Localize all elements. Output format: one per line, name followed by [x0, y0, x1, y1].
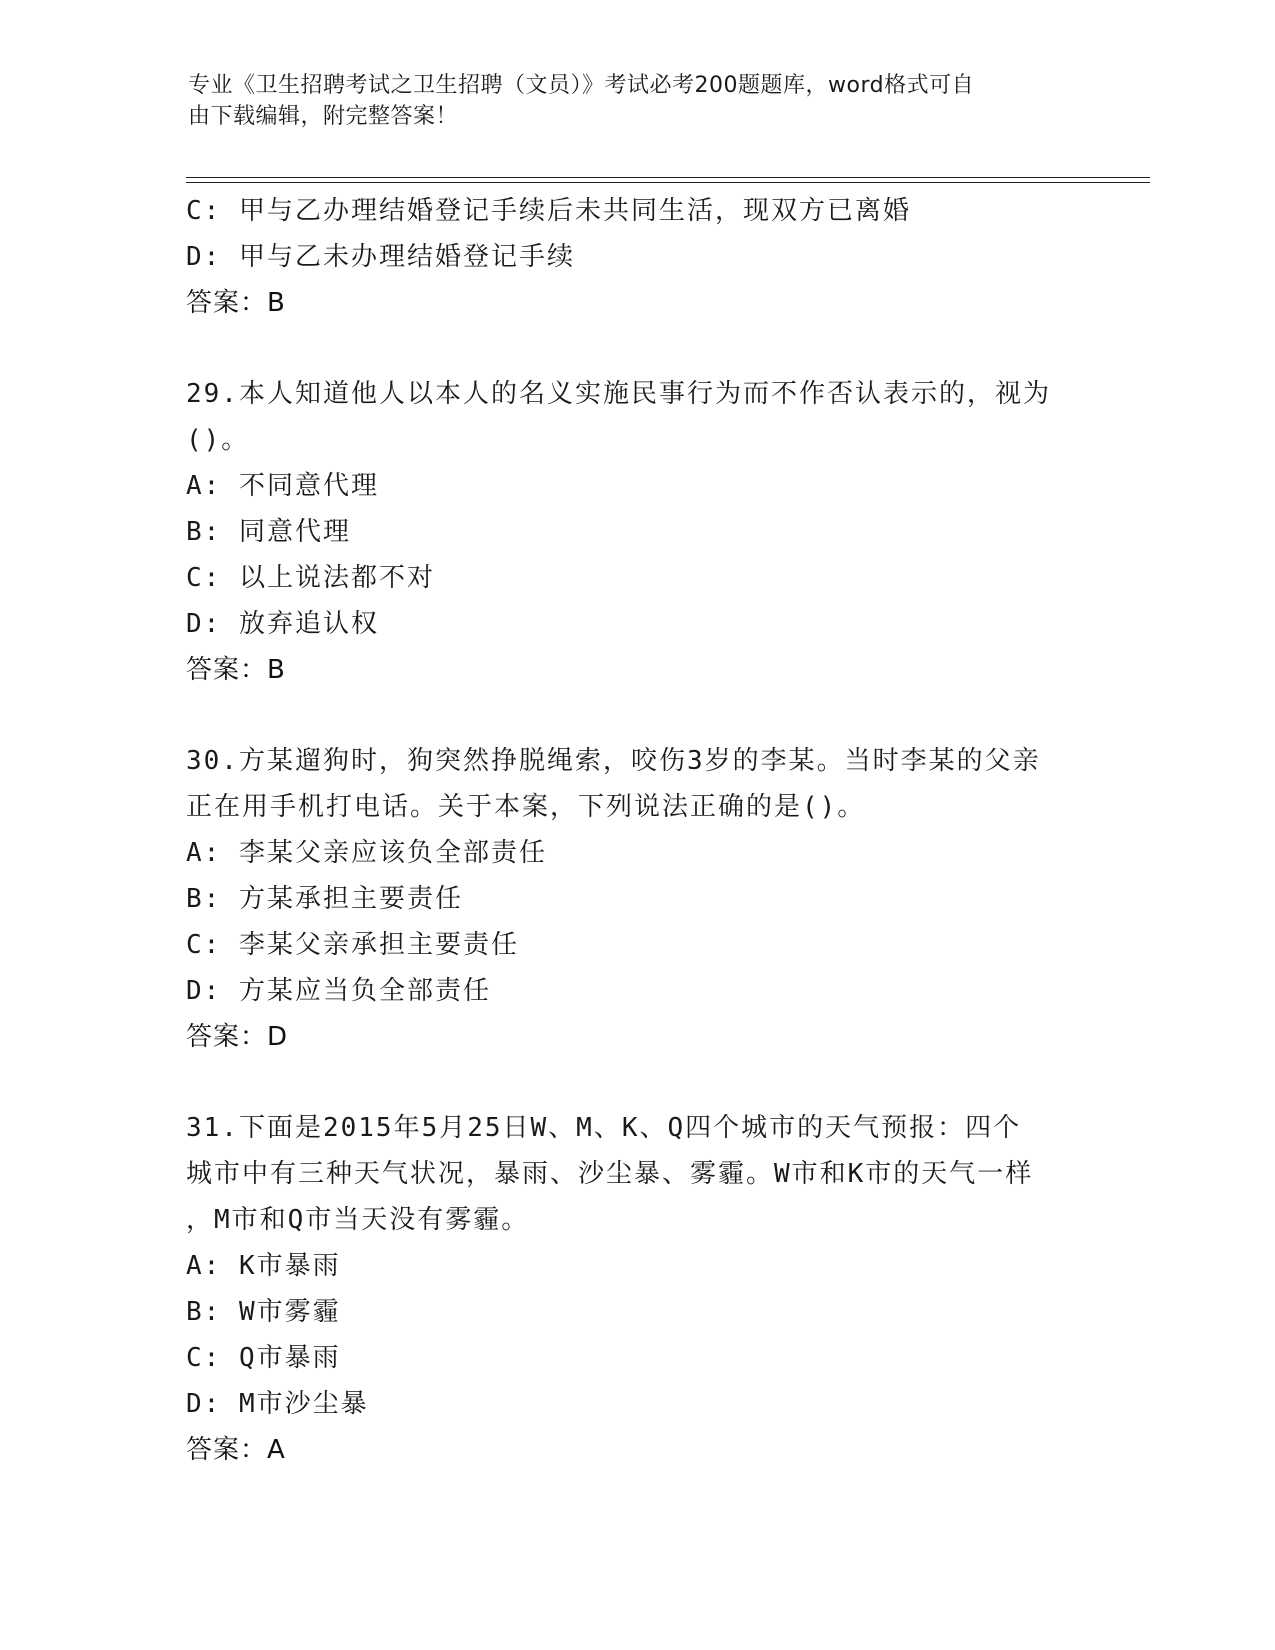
option-b: B: 同意代理	[186, 517, 351, 547]
question-29	[186, 371, 1086, 693]
header-line-2: 由下载编辑，附完整答案！	[188, 104, 459, 129]
stem-line: 31.下面是2015年5月25日W、M、K、Q四个城市的天气预报：四个	[186, 1113, 1022, 1143]
answer-label: 答案：B	[186, 655, 286, 685]
option-d: D: 放弃追认权	[186, 609, 379, 639]
stem-line: ()。	[186, 425, 250, 455]
question-stem	[186, 738, 1086, 830]
option-d: D: 方某应当负全部责任	[186, 976, 491, 1006]
question-list	[186, 188, 1086, 1473]
answer-label: 答案：A	[186, 1435, 286, 1465]
question-stem	[186, 371, 1086, 463]
option-c: C: 李某父亲承担主要责任	[186, 930, 519, 960]
header-line-1: 专业《卫生招聘考试之卫生招聘（文员）》考试必考200题题库，word格式可自	[188, 73, 975, 98]
question-31	[186, 1105, 1086, 1473]
option-a: A: 不同意代理	[186, 471, 379, 501]
answer-label: 答案：B	[186, 288, 286, 318]
question-28-tail	[186, 188, 1086, 326]
stem-line: 正在用手机打电话。关于本案，下列说法正确的是()。	[186, 792, 866, 822]
document-header	[188, 70, 1068, 132]
option-d: D: M市沙尘暴	[186, 1389, 369, 1419]
option-c: C: Q市暴雨	[186, 1343, 341, 1373]
option-b: B: W市雾霾	[186, 1297, 341, 1327]
answer-label: 答案：D	[186, 1022, 289, 1052]
option-b: B: 方某承担主要责任	[186, 884, 463, 914]
option-a: A: K市暴雨	[186, 1251, 341, 1281]
question-30	[186, 738, 1086, 1060]
option-d: D: 甲与乙未办理结婚登记手续	[186, 242, 575, 272]
option-c: C: 以上说法都不对	[186, 563, 435, 593]
option-c: C: 甲与乙办理结婚登记手续后未共同生活，现双方已离婚	[186, 196, 911, 226]
header-divider-bottom	[186, 182, 1150, 183]
header-divider-top	[186, 177, 1150, 178]
stem-line: 30.方某遛狗时，狗突然挣脱绳索，咬伤3岁的李某。当时李某的父亲	[186, 746, 1041, 776]
stem-line: 29.本人知道他人以本人的名义实施民事行为而不作否认表示的，视为	[186, 379, 1051, 409]
question-stem	[186, 1105, 1086, 1243]
stem-line: 城市中有三种天气状况，暴雨、沙尘暴、雾霾。W市和K市的天气一样	[186, 1159, 1034, 1189]
option-a: A: 李某父亲应该负全部责任	[186, 838, 547, 868]
stem-line: ，M市和Q市当天没有雾霾。	[186, 1205, 530, 1235]
